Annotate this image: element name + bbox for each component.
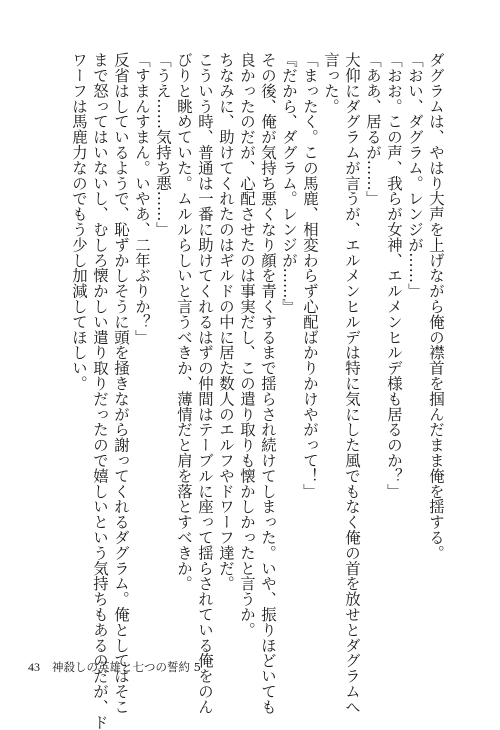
book-title: 神殺しの英雄と七つの誓約 5 xyxy=(52,660,201,674)
text-line: 「まったく。この馬鹿、相変わらず心配ばかりかけやがって！」 xyxy=(301,52,319,499)
text-line: ワーフは馬鹿力なのでもう少し加減してほしい。 xyxy=(70,52,88,391)
page-number: 43 xyxy=(28,660,40,674)
text-line: ダグラムは、やはり大声を上げながら俺の襟首を掴んだまま俺を揺する。 xyxy=(427,52,445,561)
text-line: 「おお。この声、我らが女神、エルメンヒルデ様も居るのか？」 xyxy=(385,52,403,499)
text-line: 大仰にダグラムが言うが、エルメンヒルデは特に気にした風でもなく俺の首を放せとダグラムへ xyxy=(343,52,361,715)
text-line: 言った。 xyxy=(322,52,340,114)
page-footer xyxy=(28,659,201,675)
text-line: びりと眺めていた。ムルルらしいと言うべきか、薄情だと肩を落とすべきか。 xyxy=(175,52,193,591)
text-line: 『だから、ダグラム。レンジが……』 xyxy=(280,52,298,314)
text-line: まで怒ってはいないし、むしろ懐かしい遣り取りだったので嬉しいという気持ちもあるのだが、ド xyxy=(91,52,109,730)
text-line: こういう時、普通は一番に助けてくれるはずの仲間はテーブルに座って揺らされている俺をのん xyxy=(196,52,214,715)
text-line: 反省はしているようで、恥ずかしそうに頭を掻きながら謝ってくれるダグラム。俺としてはそこ xyxy=(112,52,130,715)
text-line: 良かったのだが、心配させたのは事実だし、この遣り取りも懐かしかったと言うか。 xyxy=(238,52,256,638)
text-line: 「おい、ダグラム。レンジが……」 xyxy=(406,52,424,299)
text-line: 「ああ、居るが……」 xyxy=(364,52,382,206)
text-line: ちなみに、助けてくれたのはギルドの中に居た数人のエルフやドワーフ達だ。 xyxy=(217,52,235,591)
text-line: その後、俺が気持ち悪くなり顔を青くするまで揺らされ続けてしまった。いや、振りほどいても xyxy=(259,52,277,715)
text-line: 「うえ……気持ち悪……」 xyxy=(154,52,172,237)
text-line: 「すまんすまん。いやあ、二年ぶりか？」 xyxy=(133,52,151,345)
